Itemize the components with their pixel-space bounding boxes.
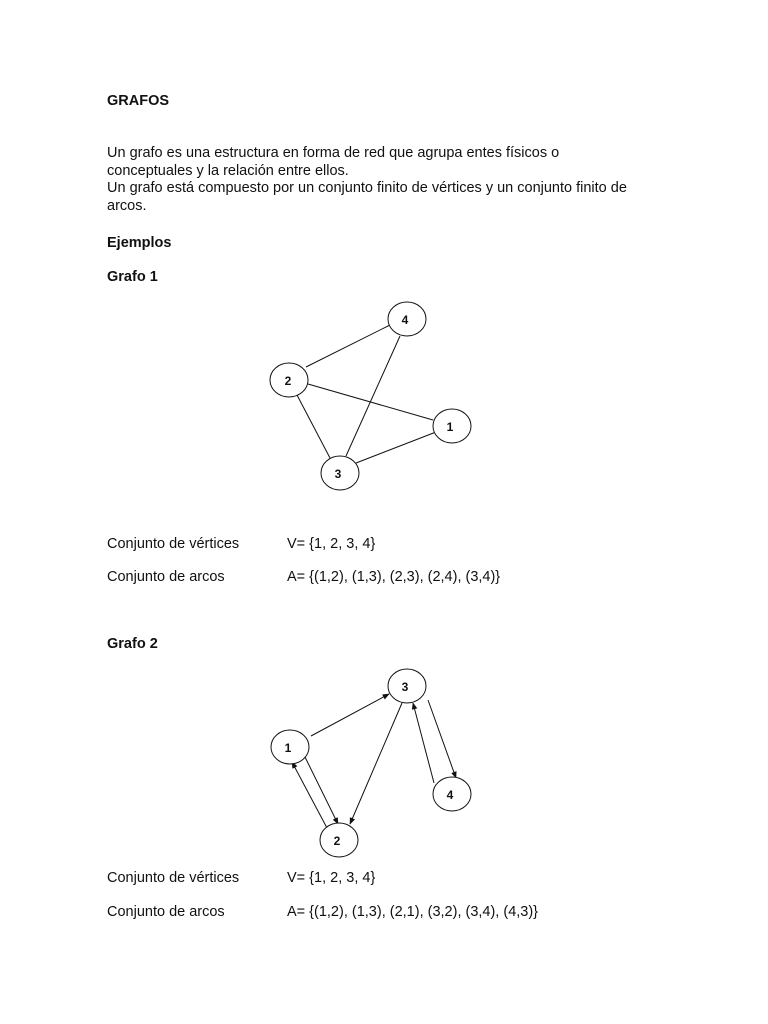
graph1-vertices-label: Conjunto de vértices <box>107 536 240 552</box>
graph1-vertices-value: V= {1, 2, 3, 4} <box>287 536 376 552</box>
graph2-edge-1-3 <box>311 694 389 736</box>
graph2-node-label: 1 <box>284 741 292 755</box>
graph1-node-label: 1 <box>446 420 454 434</box>
intro-line: Un grafo está compuesto por un conjunto finito de vértices y un conjunto finito de <box>107 180 627 196</box>
graph1-node-label: 2 <box>284 374 292 388</box>
examples-heading: Ejemplos <box>107 235 172 251</box>
graph2-node-label: 4 <box>446 788 454 802</box>
graph2-heading: Grafo 2 <box>107 636 158 652</box>
graph2-edge-3-2 <box>350 703 402 824</box>
graph2-vertices-label: Conjunto de vértices <box>107 870 240 886</box>
graph1-node-label: 3 <box>334 467 342 481</box>
graph2-arcs-value: A= {(1,2), (1,3), (2,1), (3,2), (3,4), (4,3)} <box>287 904 539 920</box>
graph2-arcs-label: Conjunto de arcos <box>107 904 225 920</box>
intro-line: arcos. <box>107 197 147 214</box>
graph2-node-label: 2 <box>333 834 341 848</box>
intro-line: Un grafo es una estructura en forma de red que agrupa entes físicos o <box>107 145 560 161</box>
graph2-edge-4-3 <box>413 703 434 783</box>
graph1-node-label: 4 <box>401 313 409 327</box>
graph2-edge-3-4 <box>428 700 456 778</box>
graph1-arcs-value: A= {(1,2), (1,3), (2,3), (2,4), (3,4)} <box>287 569 501 585</box>
graph1-arcs-label: Conjunto de arcos <box>107 569 225 585</box>
intro-line: conceptuales y la relación entre ellos. <box>107 162 349 179</box>
graph2-edge-2-1 <box>292 762 327 828</box>
graph2-vertices-value: V= {1, 2, 3, 4} <box>287 870 376 886</box>
graph1-heading: Grafo 1 <box>107 269 158 285</box>
graph2-edge-1-2 <box>305 757 338 824</box>
page-title: GRAFOS <box>107 93 170 109</box>
graph2-node-label: 3 <box>401 680 409 694</box>
